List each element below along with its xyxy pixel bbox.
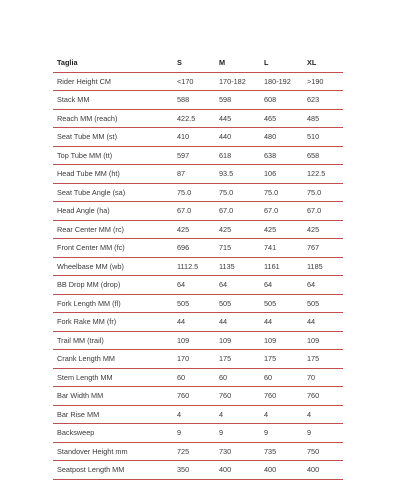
- cell-xl: 44: [303, 313, 343, 332]
- cell-s: 725: [173, 442, 215, 461]
- cell-xl: 175: [303, 350, 343, 369]
- cell-s: 64: [173, 276, 215, 295]
- cell-l: 735: [260, 442, 303, 461]
- row-label: BB Drop MM (drop): [53, 276, 173, 295]
- cell-l: 64: [260, 276, 303, 295]
- cell-xl: 750: [303, 442, 343, 461]
- cell-s: 425: [173, 220, 215, 239]
- table-row: [53, 146, 343, 165]
- cell-xl: 658: [303, 146, 343, 165]
- row-label: Reach MM (reach): [53, 109, 173, 128]
- cell-l: 638: [260, 146, 303, 165]
- header-cell-m: M: [215, 53, 260, 72]
- cell-xl: 109: [303, 331, 343, 350]
- row-label: Crank Length MM: [53, 350, 173, 369]
- cell-l: 60: [260, 368, 303, 387]
- table-row: [53, 405, 343, 424]
- cell-s: 87: [173, 165, 215, 184]
- cell-l: 608: [260, 91, 303, 110]
- row-label: Bar Rise MM: [53, 405, 173, 424]
- row-label: Stack MM: [53, 91, 173, 110]
- cell-m: 109: [215, 331, 260, 350]
- cell-s: 410: [173, 128, 215, 147]
- cell-s: 422.5: [173, 109, 215, 128]
- cell-s: 60: [173, 368, 215, 387]
- cell-l: 1161: [260, 257, 303, 276]
- table-row: [53, 257, 343, 276]
- table-row: [53, 331, 343, 350]
- table-body: [53, 72, 343, 479]
- cell-s: 109: [173, 331, 215, 350]
- table-row: [53, 368, 343, 387]
- cell-xl: 75.0: [303, 183, 343, 202]
- header-cell-xl: XL: [303, 53, 343, 72]
- cell-m: 598: [215, 91, 260, 110]
- row-label: Backsweep: [53, 424, 173, 443]
- cell-xl: 485: [303, 109, 343, 128]
- cell-xl: 4: [303, 405, 343, 424]
- header-row: [53, 53, 343, 72]
- cell-s: 67.0: [173, 202, 215, 221]
- table-header: [53, 53, 343, 72]
- cell-m: 618: [215, 146, 260, 165]
- cell-xl: 623: [303, 91, 343, 110]
- cell-xl: 64: [303, 276, 343, 295]
- cell-s: 170: [173, 350, 215, 369]
- cell-s: 760: [173, 387, 215, 406]
- cell-xl: 400: [303, 461, 343, 480]
- cell-l: 741: [260, 239, 303, 258]
- table-row: [53, 461, 343, 480]
- row-label: Top Tube MM (tt): [53, 146, 173, 165]
- table-row: [53, 442, 343, 461]
- cell-m: 60: [215, 368, 260, 387]
- cell-s: 1112.5: [173, 257, 215, 276]
- row-label: Fork Length MM (fl): [53, 294, 173, 313]
- cell-l: 505: [260, 294, 303, 313]
- cell-l: 400: [260, 461, 303, 480]
- row-label: Head Tube MM (ht): [53, 165, 173, 184]
- cell-s: 4: [173, 405, 215, 424]
- cell-m: 44: [215, 313, 260, 332]
- row-label: Front Center MM (fc): [53, 239, 173, 258]
- cell-m: 9: [215, 424, 260, 443]
- cell-l: 175: [260, 350, 303, 369]
- cell-s: 588: [173, 91, 215, 110]
- row-label: Head Angle (ha): [53, 202, 173, 221]
- cell-l: 760: [260, 387, 303, 406]
- row-label: Bar Width MM: [53, 387, 173, 406]
- table-row: [53, 91, 343, 110]
- header-cell-s: S: [173, 53, 215, 72]
- table-row: [53, 276, 343, 295]
- row-label: Rider Height CM: [53, 72, 173, 91]
- cell-xl: >190: [303, 72, 343, 91]
- row-label: Standover Height mm: [53, 442, 173, 461]
- cell-l: 180-192: [260, 72, 303, 91]
- table-row: [53, 202, 343, 221]
- cell-m: 175: [215, 350, 260, 369]
- cell-l: 465: [260, 109, 303, 128]
- row-label: Stem Length MM: [53, 368, 173, 387]
- cell-l: 9: [260, 424, 303, 443]
- cell-l: 67.0: [260, 202, 303, 221]
- row-label: Seat Tube Angle (sa): [53, 183, 173, 202]
- geometry-table: [53, 53, 343, 480]
- cell-m: 505: [215, 294, 260, 313]
- table-row: [53, 220, 343, 239]
- row-label: Seatpost Length MM: [53, 461, 173, 480]
- cell-xl: 122.5: [303, 165, 343, 184]
- cell-s: <170: [173, 72, 215, 91]
- cell-s: 696: [173, 239, 215, 258]
- cell-m: 400: [215, 461, 260, 480]
- cell-xl: 505: [303, 294, 343, 313]
- table-row: [53, 72, 343, 91]
- cell-m: 715: [215, 239, 260, 258]
- table-row: [53, 183, 343, 202]
- cell-l: 75.0: [260, 183, 303, 202]
- cell-l: 425: [260, 220, 303, 239]
- table-row: [53, 313, 343, 332]
- cell-l: 4: [260, 405, 303, 424]
- cell-xl: 425: [303, 220, 343, 239]
- cell-l: 109: [260, 331, 303, 350]
- cell-m: 440: [215, 128, 260, 147]
- row-label: Wheelbase MM (wb): [53, 257, 173, 276]
- cell-m: 67.0: [215, 202, 260, 221]
- cell-m: 730: [215, 442, 260, 461]
- cell-m: 445: [215, 109, 260, 128]
- cell-s: 505: [173, 294, 215, 313]
- cell-s: 75.0: [173, 183, 215, 202]
- cell-m: 1135: [215, 257, 260, 276]
- table-row: [53, 128, 343, 147]
- cell-xl: 767: [303, 239, 343, 258]
- cell-xl: 70: [303, 368, 343, 387]
- table-row: [53, 165, 343, 184]
- cell-m: 93.5: [215, 165, 260, 184]
- table-row: [53, 109, 343, 128]
- cell-s: 9: [173, 424, 215, 443]
- cell-m: 760: [215, 387, 260, 406]
- cell-m: 425: [215, 220, 260, 239]
- cell-m: 64: [215, 276, 260, 295]
- cell-m: 170-182: [215, 72, 260, 91]
- cell-m: 75.0: [215, 183, 260, 202]
- cell-s: 597: [173, 146, 215, 165]
- row-label: Seat Tube MM (st): [53, 128, 173, 147]
- table-row: [53, 424, 343, 443]
- cell-l: 106: [260, 165, 303, 184]
- cell-xl: 760: [303, 387, 343, 406]
- cell-l: 44: [260, 313, 303, 332]
- row-label: Rear Center MM (rc): [53, 220, 173, 239]
- cell-m: 4: [215, 405, 260, 424]
- cell-s: 350: [173, 461, 215, 480]
- cell-l: 480: [260, 128, 303, 147]
- header-cell-l: L: [260, 53, 303, 72]
- cell-xl: 67.0: [303, 202, 343, 221]
- cell-s: 44: [173, 313, 215, 332]
- row-label: Trail MM (trail): [53, 331, 173, 350]
- cell-xl: 9: [303, 424, 343, 443]
- table-row: [53, 350, 343, 369]
- header-cell-size: Taglia: [53, 53, 173, 72]
- row-label: Fork Rake MM (fr): [53, 313, 173, 332]
- cell-xl: 1185: [303, 257, 343, 276]
- table-row: [53, 387, 343, 406]
- cell-xl: 510: [303, 128, 343, 147]
- table-row: [53, 239, 343, 258]
- table-row: [53, 294, 343, 313]
